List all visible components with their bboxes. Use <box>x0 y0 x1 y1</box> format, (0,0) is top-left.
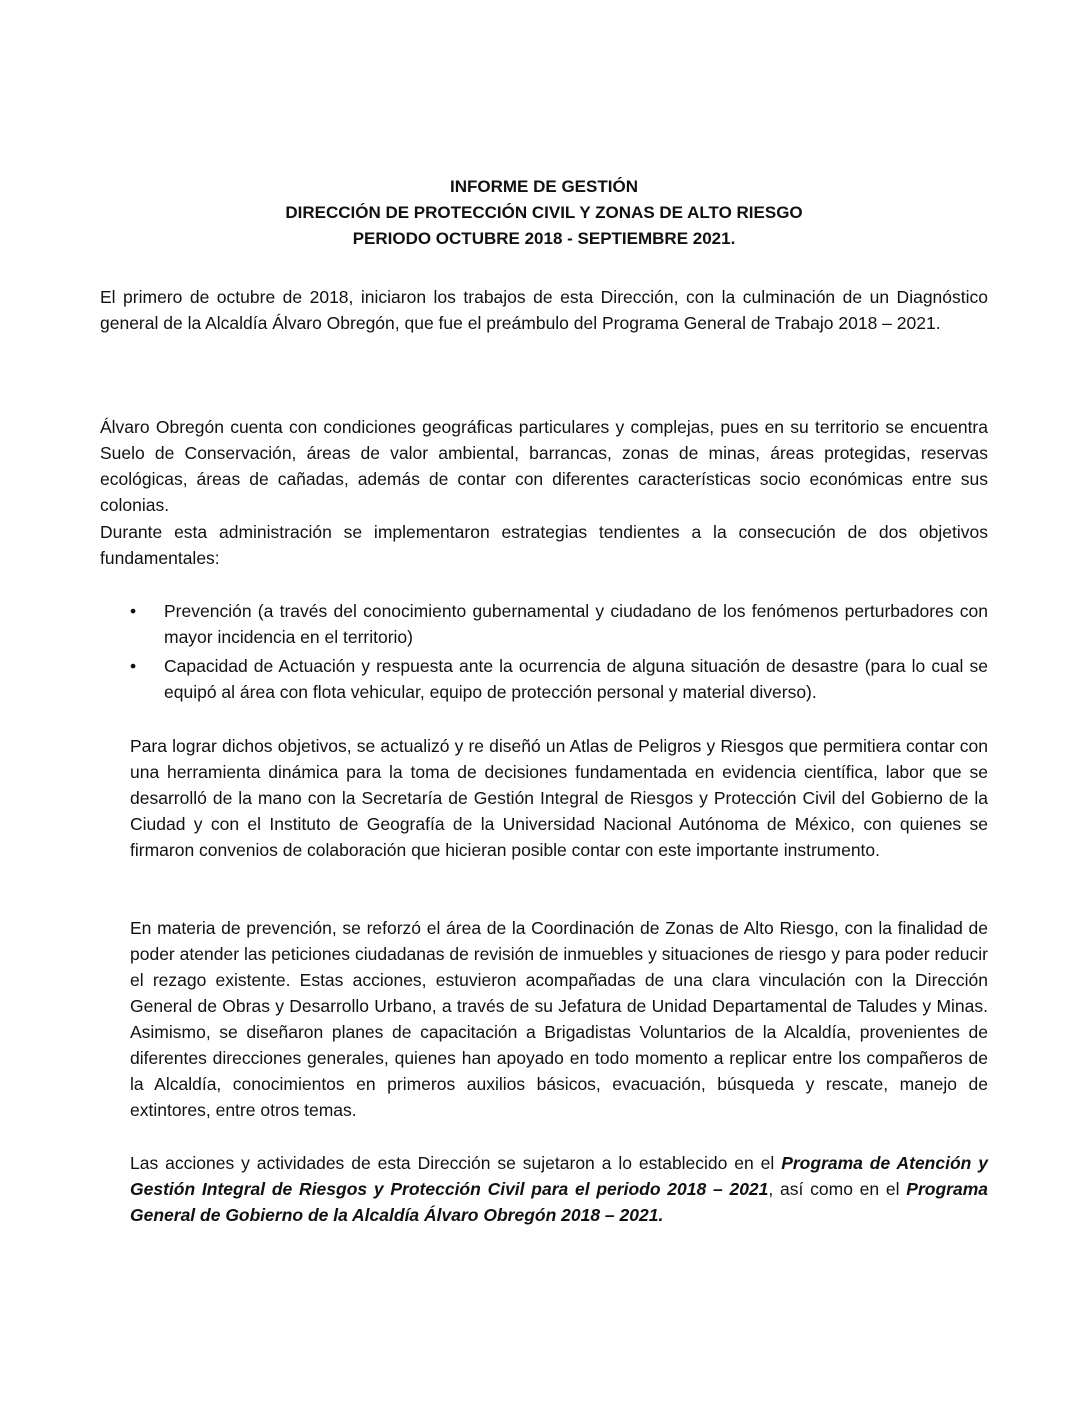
list-item <box>130 653 988 705</box>
list-item-text: Prevención (a través del conocimiento gubernamental y ciudadano de los fenómenos perturbadores con mayor incidencia en el territorio) <box>164 601 988 647</box>
paragraph-geography: Álvaro Obregón cuenta con condiciones geográficas particulares y complejas, pues en su territorio se encuentra Suelo de Conservación, áreas de valor ambiental, barrancas, zonas de minas, áreas protegidas, reservas ecológicas, áreas de cañadas, además de contar con diferentes características socio económicas entre sus colonias. <box>100 417 988 515</box>
paragraph-objectives: Durante esta administración se implementaron estrategias tendientes a la consecución de dos objetivos fundamentales: <box>100 522 988 568</box>
title-line-3: PERIODO OCTUBRE 2018 - SEPTIEMBRE 2021. <box>352 229 736 248</box>
paragraph-atlas: Para lograr dichos objetivos, se actualizó y re diseñó un Atlas de Peligros y Riesgos que permitiera contar con una herramienta dinámica para la toma de decisiones fundamentada en evidencia científica, labor que se desarrolló de la mano con la Secretaría de Gestión Integral de Riesgos y Protección Civil del Gobierno de la Ciudad y con el Instituto de Geografía de la Universidad Nacional Autónoma de México, con quienes se firmaron convenios de colaboración que hicieran posible contar con este importante instrumento. <box>130 736 988 860</box>
objectives-list <box>130 598 988 708</box>
document-title <box>0 174 1088 252</box>
programs-text-2: , así como en el <box>768 1179 907 1199</box>
bullet-icon: • <box>130 656 137 676</box>
list-item <box>130 598 988 650</box>
list-item-text: Capacidad de Actuación y respuesta ante la ocurrencia de alguna situación de desastre (para lo cual se equipó al área con flota vehicular, equipo de protección personal y material diverso). <box>164 656 988 702</box>
paragraph-programs <box>130 1150 988 1228</box>
paragraph-prevention: En materia de prevención, se reforzó el área de la Coordinación de Zonas de Alto Riesgo, con la finalidad de poder atender las peticiones ciudadanas de revisión de inmuebles y situaciones de riesgo y para poder reducir el rezago existente. Estas acciones, estuvieron acompañadas de una clara vinculación con la Dirección General de Obras y Desarrollo Urbano, a través de su Jefatura de Unidad Departamental de Taludes y Minas. Asimismo, se diseñaron planes de capacitación a Brigadistas Voluntarios de la Alcaldía, provenientes de diferentes direcciones generales, quienes han apoyado en todo momento a replicar entre los compañeros de la Alcaldía, conocimientos en primeros auxilios básicos, evacuación, búsqueda y rescate, manejo de extintores, entre otros temas. <box>130 918 988 1120</box>
program-title-1: Programa de Atención y Gestión Integral de Riesgos y Protección Civil para el periodo 2018 – 2021 <box>130 1153 988 1199</box>
programs-text-1: Las acciones y actividades de esta Dirección se sujetaron a lo establecido en el <box>130 1153 782 1173</box>
paragraph-intro: El primero de octubre de 2018, iniciaron los trabajos de esta Dirección, con la culminación de un Diagnóstico general de la Alcaldía Álvaro Obregón, que fue el preámbulo del Programa General de Trabajo 2018 – 2021. <box>100 287 988 333</box>
title-line-1: INFORME DE GESTIÓN <box>450 177 638 196</box>
title-line-2: DIRECCIÓN DE PROTECCIÓN CIVIL Y ZONAS DE ALTO RIESGO <box>285 203 803 222</box>
bullet-icon: • <box>130 601 137 621</box>
program-title-2: Programa General de Gobierno de la Alcaldía Álvaro Obregón 2018 – 2021. <box>130 1179 988 1225</box>
